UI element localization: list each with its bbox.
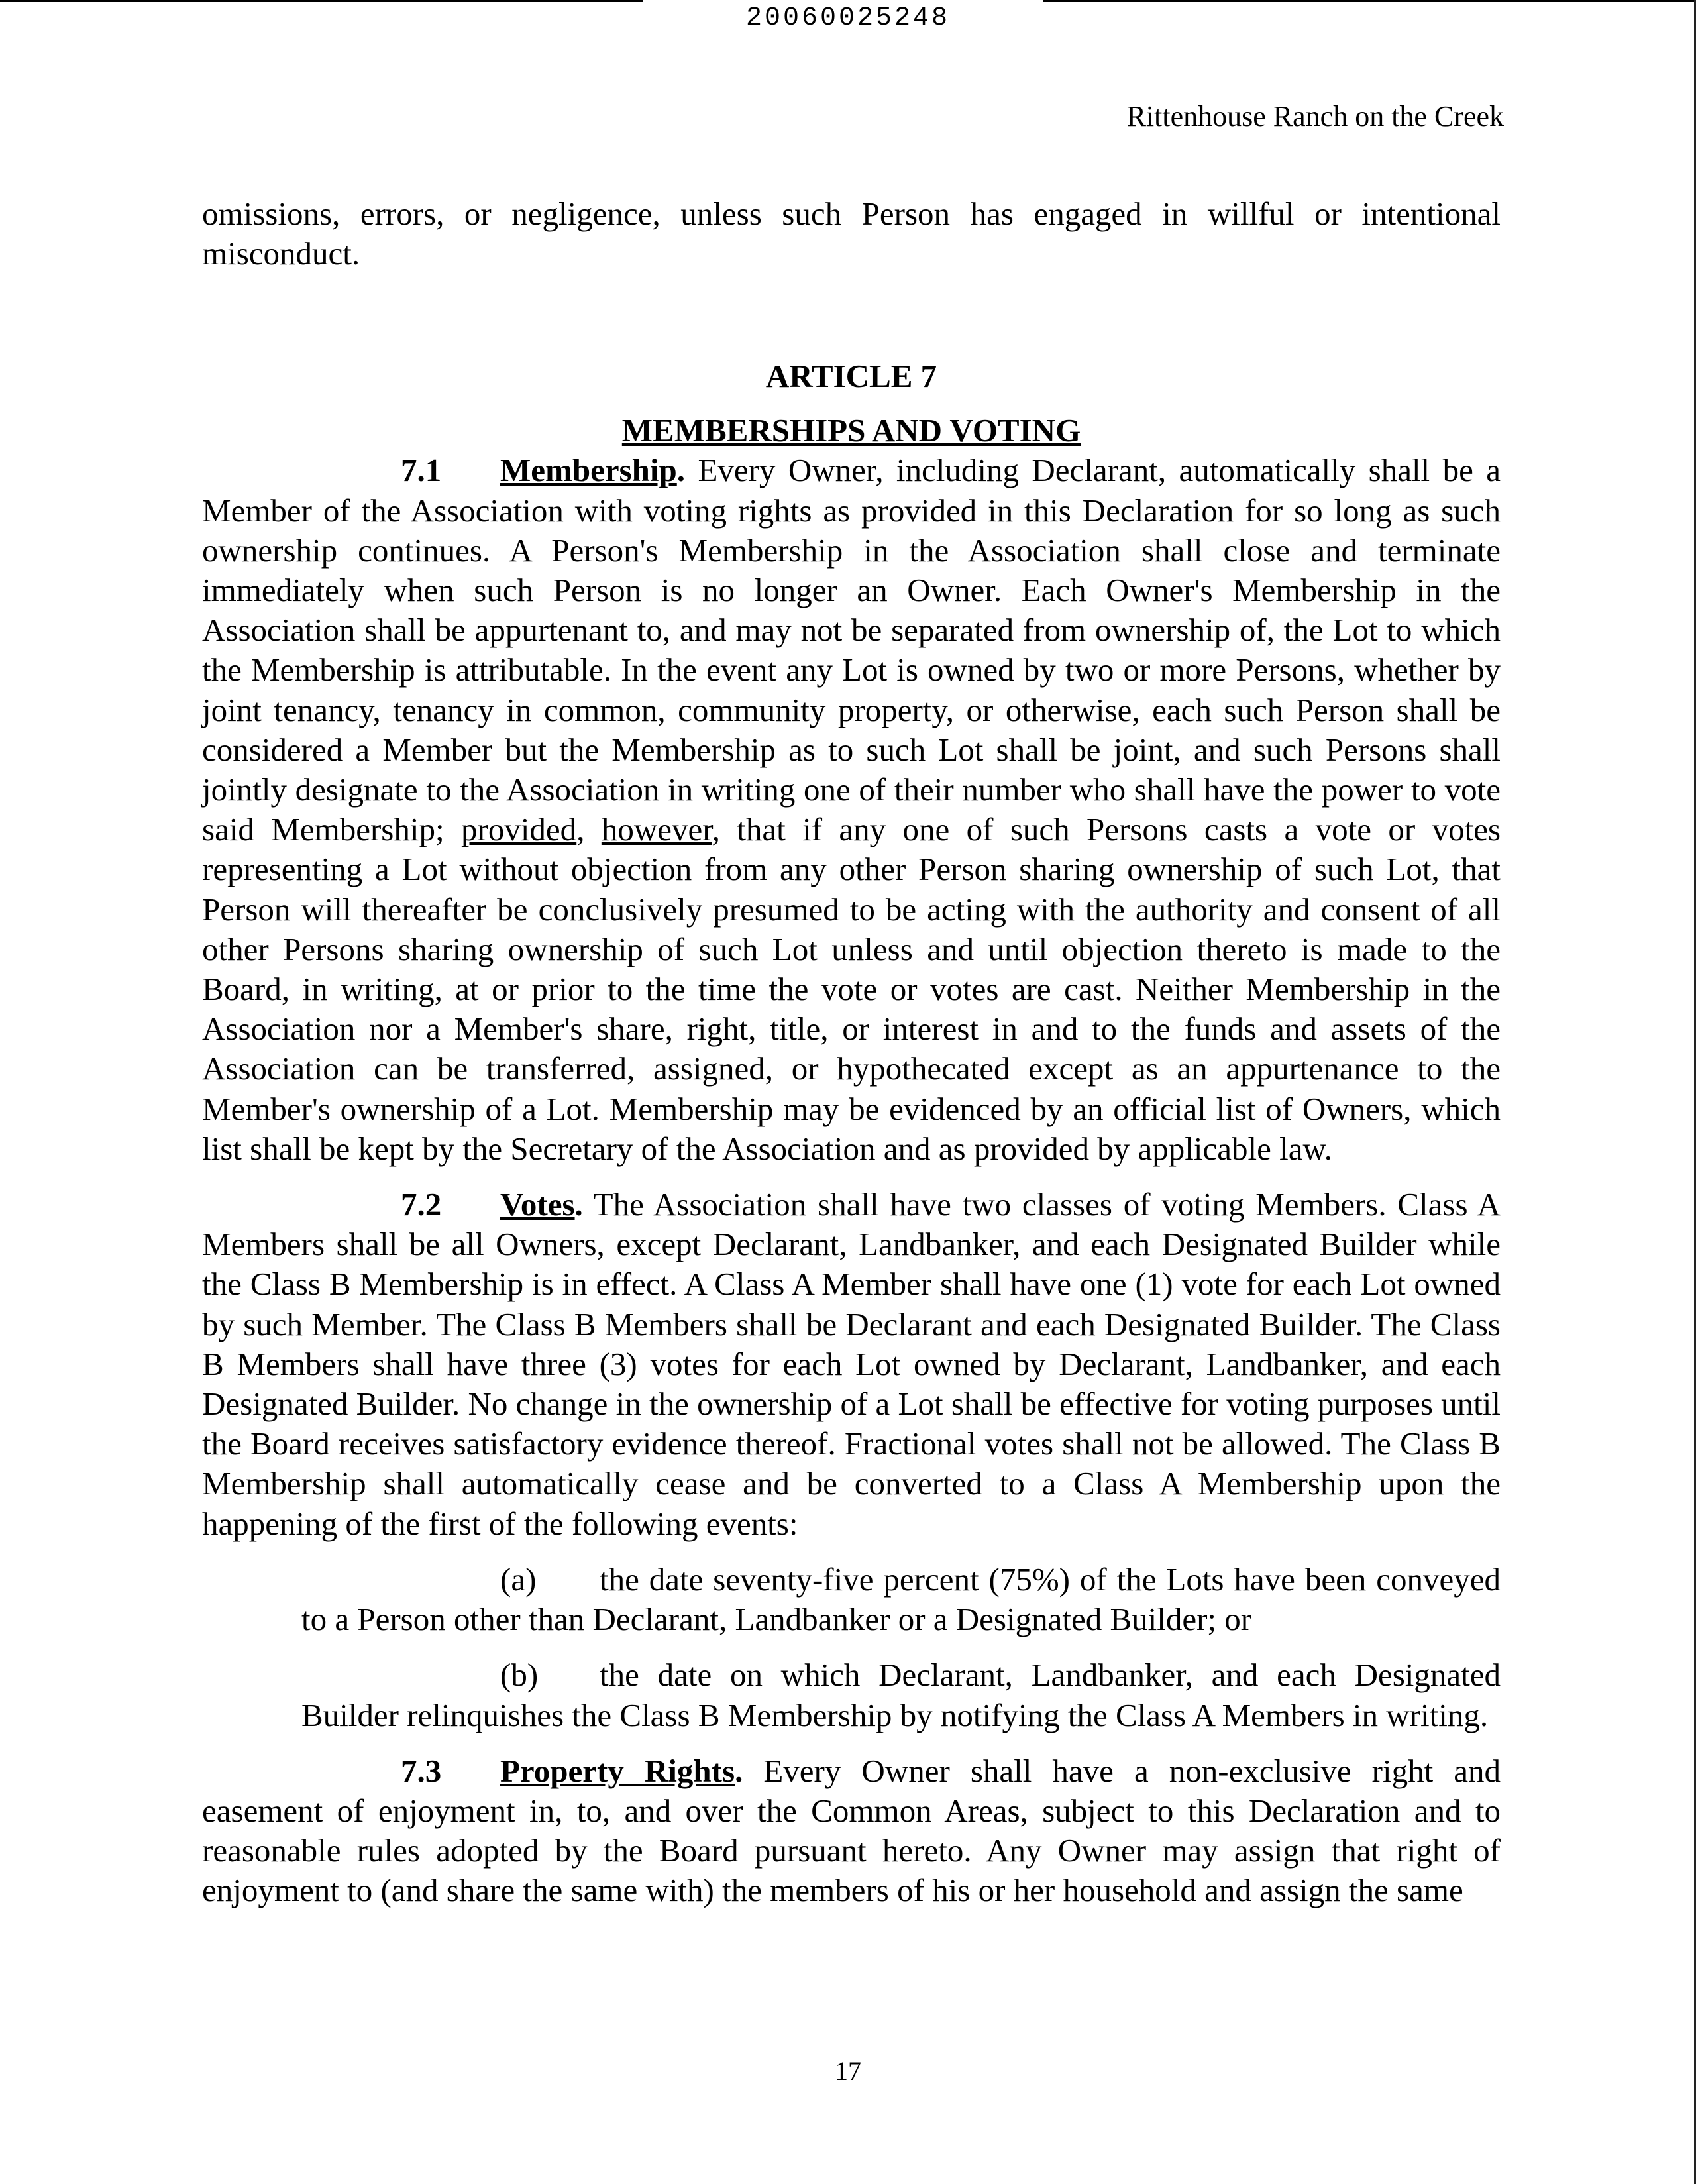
list-item-text: the date on which Declarant, Landbanker, and each Designated Builder relinquishes the Class B Membership by notifying the Class A Members in writing. (301, 1657, 1501, 1733)
list-item-text: the date seventy-five percent (75%) of the Lots have been conveyed to a Person other than Declarant, Landbanker or a Designated Builder; or (301, 1560, 1501, 1638)
section-text: Every Owner, including Declarant, automatically shall be a Member of the Association with voting rights as provided in this Declaration for so long as such ownership continues. A Person's Membership in the Association shall close and terminate immediately when such Person is no longer an Owner. Each Owner's Membership in the Association shall be appurtenant to, and may not be separated from ownership of, the Lot to which the Membership is attributable. In the event any Lot is owned by two or more Persons, whether by joint tenancy, tenancy in common, community property, or otherwise, each such Person shall be considered a Member but the Membership as to such Lot shall be joint, and such Persons shall jointly designate to the Association in writing one of their number who shall have the power to vote said Membership; (202, 452, 1501, 848)
list-item (301, 1655, 1501, 1735)
running-header: Rittenhouse Ranch on the Creek (1126, 100, 1504, 133)
carryover-paragraph: omissions, errors, or negligence, unless such Person has engaged in willful or intentional misconduct. (202, 195, 1501, 272)
document-number: 20060025248 (745, 3, 951, 33)
section-text-continued: that if any one of such Persons casts a vote or votes representing a Lot without objection from any other Person sharing ownership of such Lot, that Person will thereafter be conclusively presumed to be acting with the authority and consent of all other Persons sharing ownership of such Lot unless and until objection thereto is made to the Board, in writing, at or prior to the time the vote or votes are cast. Neither Membership in the Association nor a Member's share, right, title, or interest in and to the funds and assets of the Association can be transferred, assigned, or hypothecated except as an appurtenance to the Member's ownership of a Lot. Membership may be evidenced by an official list of Owners, which list shall be kept by the Secretary of the Association and as provided by applicable law. (202, 811, 1501, 1167)
section-number: 7.3 (401, 1752, 442, 1789)
section-7-3: 7.3 Property Rights. Every Owner shall have a non-exclusive right and easement of enjoyment in, to, and over the Common Areas, subject to this Declaration and to reasonable rules adopted by the Board pursuant hereto. Any Owner may assign that right of enjoyment to (and share the same with) the members of his or her household and assign the same (202, 1752, 1501, 1909)
section-text: The Association shall have two classes of voting Members. Class A Members shall be all Owners, except Declarant, Landbanker, and each Designated Builder while the Class B Membership is in effect. A Class A Member shall have one (1) vote for each Lot owned by such Member. The Class B Members shall be Declarant and each Designated Builder. The Class B Members shall have three (3) votes for each Lot owned by Declarant, Landbanker, and each Designated Builder. No change in the ownership of a Lot shall be effective for voting purposes until the Board receives satisfactory evidence thereof. Fractional votes shall not be allowed. The Class B Membership shall automatically cease and be converted to a Class A Membership upon the happening of the first of the following events: (202, 1186, 1501, 1542)
section-heading: Membership (500, 452, 677, 489)
section-text: Every Owner shall have a non-exclusive right and easement of enjoyment in, to, and over the Common Areas, subject to this Declaration and to reasonable rules adopted by the Board pursuant hereto. Any Owner may assign that right of enjoyment to (and share the same with) the members of his or her household and assign the same (202, 1752, 1501, 1909)
section-number: 7.1 (401, 452, 442, 489)
list-item (301, 1560, 1501, 1639)
section-heading: Votes (500, 1186, 575, 1223)
list-item-label: (a) (500, 1560, 537, 1598)
page-body (202, 194, 1501, 1911)
list-item-label: (b) (500, 1657, 539, 1694)
section-heading: Property Rights (500, 1752, 735, 1789)
article-subtitle: MEMBERSHIPS AND VOTING (621, 412, 1081, 449)
section-number: 7.2 (401, 1186, 442, 1223)
section-7-2: 7.2 Votes. The Association shall have two classes of voting Members. Class A Members shall be all Owners, except Declarant, Landbanker, and each Designated Builder while the Class B Membership is in effect. A Class A Member shall have one (1) vote for each Lot owned by such Member. The Class B Members shall be Declarant and each Designated Builder. The Class B Members shall have three (3) votes for each Lot owned by Declarant, Landbanker, and each Designated Builder. No change in the ownership of a Lot shall be effective for voting purposes until the Board receives satisfactory evidence thereof. Fractional votes shall not be allowed. The Class B Membership shall automatically cease and be converted to a Class A Membership upon the happening of the first of the following events: (202, 1186, 1501, 1542)
emphasis-however: however (601, 811, 712, 848)
article-title: ARTICLE 7 (765, 358, 937, 395)
emphasis-provided: provided (461, 811, 577, 848)
section-7-1: 7.1 Membership. Every Owner, including Declarant, automatically shall be a Member of the Association with voting rights as provided in this Declaration for so long as such ownership continues. A Person's Membership in the Association shall close and terminate immediately when such Person is no longer an Owner. Each Owner's Membership in the Association shall be appurtenant to, and may not be separated from ownership of, the Lot to which the Membership is attributable. In the event any Lot is owned by two or more Persons, whether by joint tenancy, tenancy in common, community property, or otherwise, each such Person shall be considered a Member but the Membership as to such Lot shall be joint, and such Persons shall jointly designate to the Association in writing one of their number who shall have the power to vote said Membership; provided, however, that if any one of such Persons casts a vote or votes representing a Lot without objection from any other Person sharing ownership of such Lot, that Person will thereafter be conclusively presumed to be acting with the authority and consent of all other Persons sharing ownership of such Lot unless and until objection thereto is made to the Board, in writing, at or prior to the time the vote or votes are cast. Neither Membership in the Association nor a Member's share, right, title, or interest in and to the funds and assets of the Association can be transferred, assigned, or hypothecated except as an appurtenance to the Member's ownership of a Lot. Membership may be evidenced by an official list of Owners, which list shall be kept by the Secretary of the Association and as provided by applicable law. (202, 452, 1501, 1167)
page-number: 17 (835, 2056, 861, 2086)
